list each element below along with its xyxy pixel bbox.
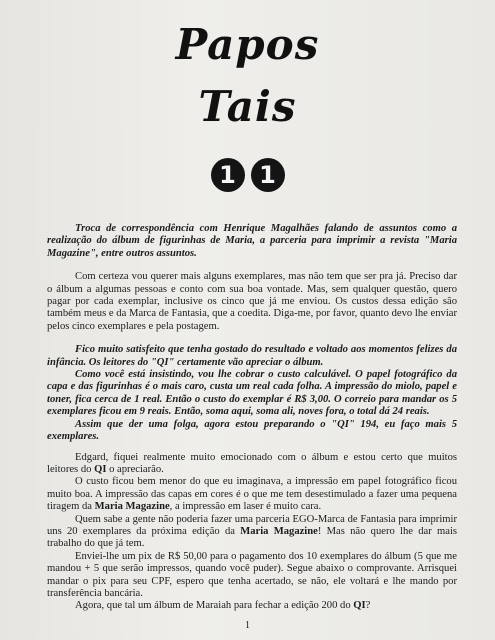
paragraph: Enviei-lhe um pix de R$ 50,00 para o pagamento dos 10 exemplares do álbum (5 que me mandou + 5 que serão impressos, quando você puder). Segue abaixo o comprovante. Arrisquei mandar o pix para seu CPF, espero que tenha acertado, se não, ele voltará e lhe mando por transferência bancária.: [47, 550, 457, 599]
title-line-1: Papos: [175, 20, 320, 69]
page-number: 1: [245, 620, 250, 631]
text: o apreciarão.: [106, 463, 164, 475]
paragraph: Com certeza vou querer mais alguns exemplares, mas não tem que ser pra já. Preciso dar o álbum a algumas pessoas e conto com sua boa vontade. Mas, sem qualquer questão, quero pagar por cada exemplar, inclusive os cinco que já me enviou. Os custos dessa edição são também meus e da Marca de Fantasia, que a coedita. Diga-me, por favor, quanto devo lhe enviar pelos cinco exemplares e pela postagem.: [47, 271, 457, 332]
title-line-2: Tais: [198, 82, 297, 131]
issue-digit-badge: 1: [251, 158, 285, 192]
bold-text: Maria Magazine: [240, 525, 318, 537]
text: Edgard, fiquei realmente muito emocionado com o álbum e estou certo que muitos leitores do: [47, 451, 457, 475]
text: , a impressão em laser é muito cara.: [169, 501, 322, 513]
bold-text: QI: [94, 463, 107, 475]
text: O custo ficou bem menor do que eu imaginava, a impressão em papel fotográfico ficou muito boa. A impressão das capas em cores é o que me tem desestimulado a fazer uma pequena tiragem da: [47, 476, 457, 513]
paragraph: [47, 514, 457, 551]
intro-paragraph: Troca de correspondência com Henrique Magalhães falando de assuntos como a realização do álbum de figurinhas de Maria, a parceria para imprimir a revista "Maria Magazine", entre outros assuntos.: [47, 223, 457, 259]
text: ! Mas não quero lhe dar mais trabalho do que já tem.: [47, 525, 458, 550]
text: ?: [365, 600, 371, 612]
bold-text: Maria Magazine: [94, 501, 170, 513]
paragraph: [47, 476, 457, 513]
issue-number: [0, 158, 495, 192]
reply-paragraph: Assim que der uma folga, agora estou preparando o "QI" 194, eu faço mais 5 exemplares.: [47, 418, 457, 443]
paragraph: [47, 452, 457, 477]
article-body: [47, 223, 457, 613]
issue-digit-badge: 1: [211, 158, 245, 192]
reply-paragraph: Como você está insistindo, vou lhe cobrar o custo calculável. O papel fotográfico da capa e das figurinhas é o mais caro, custa um real cada folha. A impressão do miolo, papel e toner, fica cerca de 1 real. Então o custo do exemplar é R$ 3,00. O correio para mandar os 5 exemplares ficou em 9 reais. Então, soma aqui, soma ali, noves fora, o total dá 24 reais.: [47, 369, 457, 418]
text: Quem sabe a gente não poderia fazer uma parceria EGO-Marca de Fantasia para imprimir uns 20 exemplares da próxima edição da: [47, 513, 457, 537]
text: Agora, que tal um álbum de Maraiah para fechar a edição 200 do: [75, 600, 354, 612]
reply-paragraph: Fico muito satisfeito que tenha gostado do resultado e voltado aos momentos felizes da infância. Os leitores do "QI" certamente vão apreciar o álbum.: [47, 344, 457, 368]
paragraph: [47, 600, 457, 612]
bold-text: QI: [353, 600, 366, 612]
